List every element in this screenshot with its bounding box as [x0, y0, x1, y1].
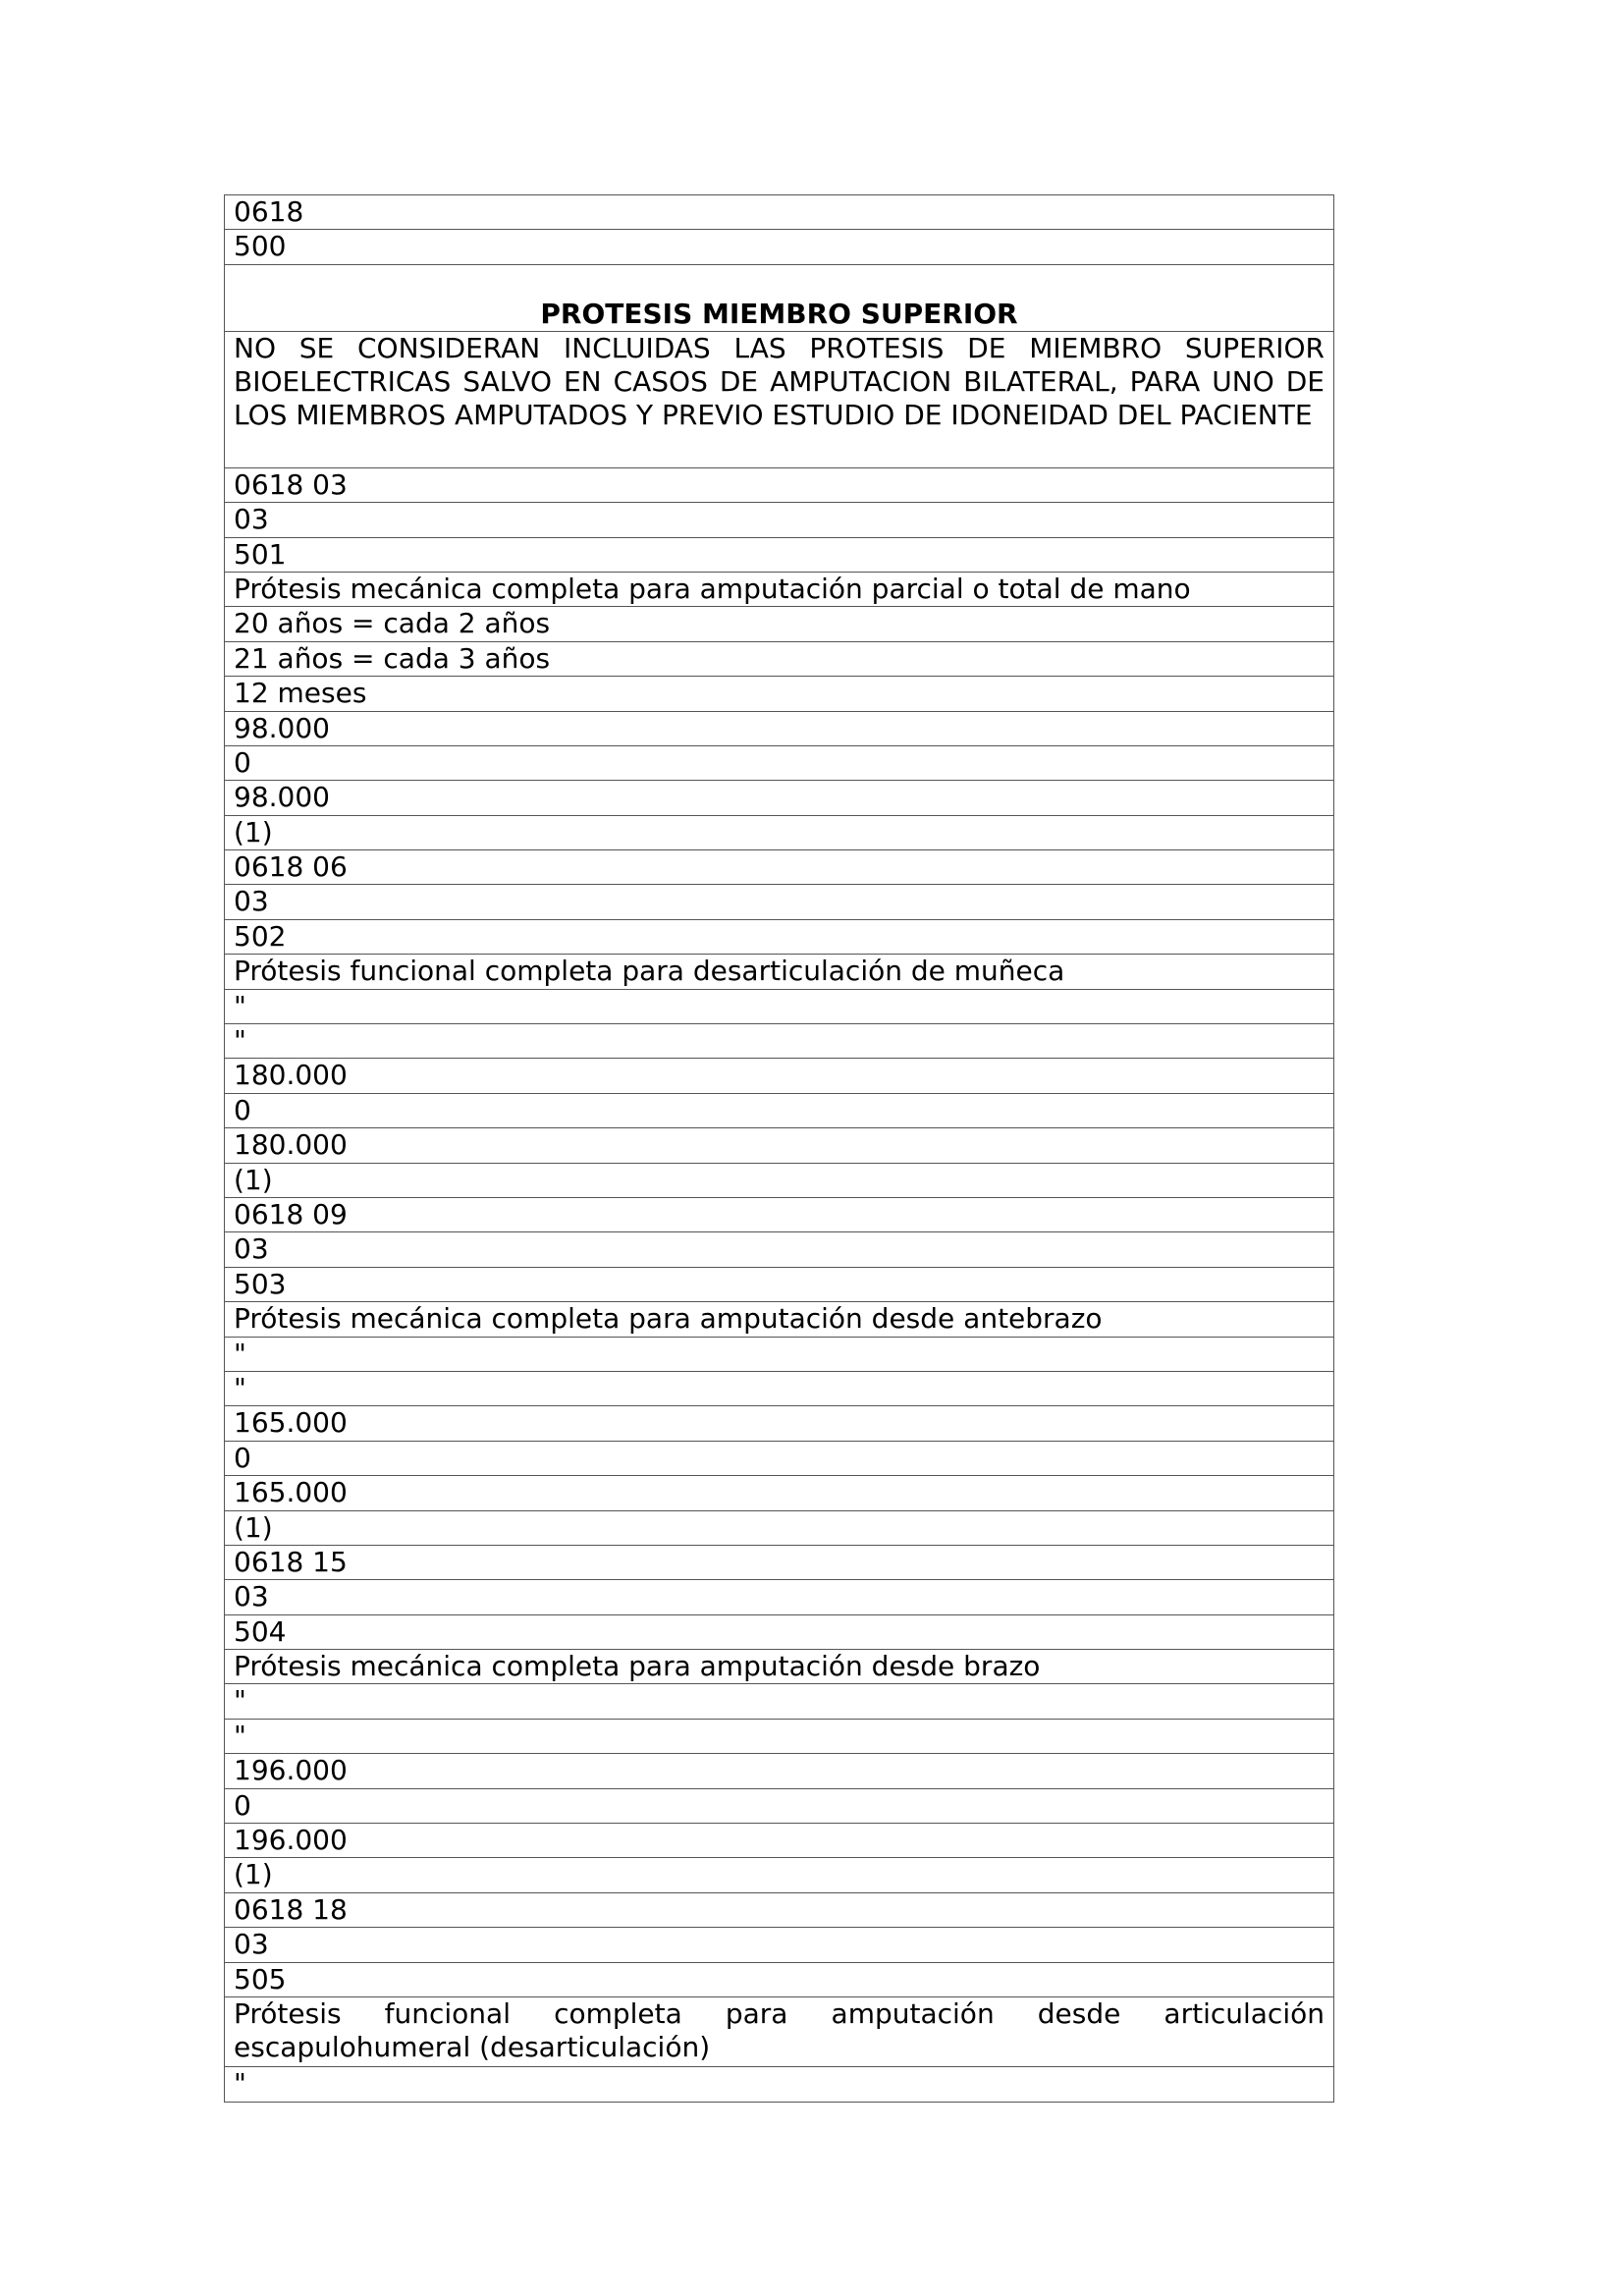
table-row: 505: [225, 1963, 1333, 1997]
table-row: 20 años = cada 2 años: [225, 607, 1333, 641]
table-row: ": [225, 1684, 1333, 1719]
table-row: 0618: [225, 195, 1333, 230]
table-row: 165.000: [225, 1406, 1333, 1441]
table-row: 502: [225, 920, 1333, 955]
table-row: Prótesis mecánica completa para amputación desde antebrazo: [225, 1302, 1333, 1337]
table-row: 0: [225, 1442, 1333, 1476]
table-row: 21 años = cada 3 años: [225, 642, 1333, 677]
table-row: 0618 09: [225, 1198, 1333, 1232]
table-row: 0618 18: [225, 1893, 1333, 1928]
table-row: 98.000: [225, 712, 1333, 746]
table-row: 0: [225, 1094, 1333, 1128]
table-row: ": [234, 2066, 246, 2100]
table-row: 0618 06: [225, 850, 1333, 885]
table-row: 503: [225, 1268, 1333, 1302]
table-row: 180.000: [225, 1128, 1333, 1163]
table-row: 03: [225, 1232, 1333, 1267]
table-row: 196.000: [225, 1754, 1333, 1788]
document-table: [224, 194, 1334, 2103]
table-row: 504: [225, 1615, 1333, 1650]
table-row: 0618 15: [225, 1546, 1333, 1580]
table-row: 03: [225, 1580, 1333, 1614]
table-row: 180.000: [225, 1059, 1333, 1093]
table-row: 501: [225, 538, 1333, 573]
table-row: ": [225, 1720, 1333, 1754]
section-note: NO SE CONSIDERAN INCLUIDAS LAS PROTESIS DE MIEMBRO SUPERIOR BIOELECTRICAS SALVO EN CASOS DE AMPUTACION BILATERAL, PARA UNO DE LOS MIEMBROS AMPUTADOS Y PREVIO ESTUDIO DE IDONEIDAD DEL PACIENTE: [225, 332, 1333, 468]
table-row: (1): [225, 1511, 1333, 1546]
table-row: ": [225, 1372, 1333, 1406]
table-row: 165.000: [225, 1476, 1333, 1510]
table-row: (1): [225, 816, 1333, 850]
table-row: 03: [225, 885, 1333, 919]
table-row: ": [225, 1024, 1333, 1059]
table-row: Prótesis mecánica completa para amputación parcial o total de mano: [225, 573, 1333, 607]
table-row: 98.000: [225, 781, 1333, 815]
table-row: 12 meses: [225, 677, 1333, 711]
section-heading: PROTESIS MIEMBRO SUPERIOR: [225, 265, 1333, 332]
table-row: (1): [225, 1164, 1333, 1198]
table-row: 0: [225, 1789, 1333, 1824]
table-row: Prótesis mecánica completa para amputación desde brazo: [225, 1650, 1333, 1684]
table-row: ": [225, 1338, 1333, 1372]
table-row: 03: [225, 1928, 1333, 1962]
table-row: 500: [225, 230, 1333, 264]
table-row: 03: [225, 503, 1333, 537]
table-row: Prótesis funcional completa para desarticulación de muñeca: [225, 955, 1333, 989]
table-row: Prótesis funcional completa para amputación desde articulación escapulohumeral (desarticulación): [225, 1997, 1333, 2067]
table-row: 0618 03: [225, 468, 1333, 503]
table-row: 196.000: [225, 1824, 1333, 1858]
table-row: (1): [225, 1858, 1333, 1892]
table-row: 0: [225, 746, 1333, 781]
table-row: ": [225, 990, 1333, 1024]
